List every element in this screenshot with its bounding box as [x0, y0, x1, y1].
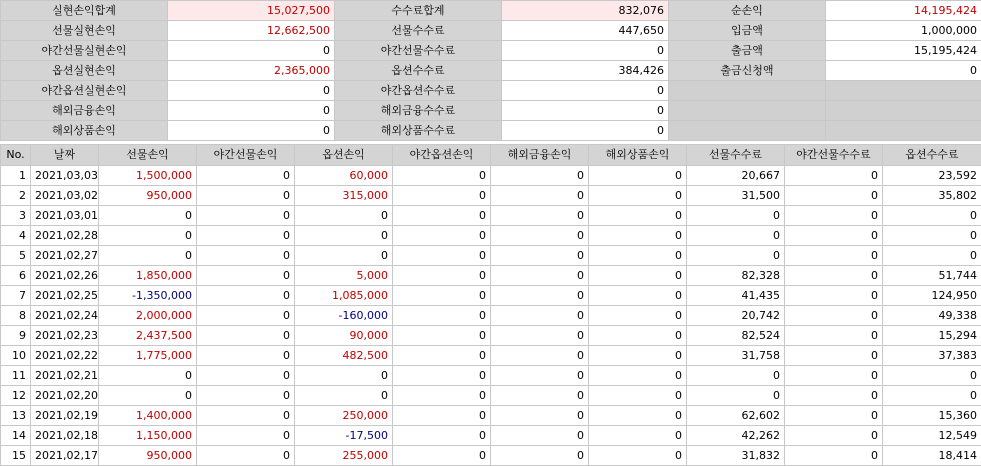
table-cell: 0 [785, 326, 883, 346]
table-cell: 0 [883, 366, 981, 386]
table-cell: 0 [197, 226, 295, 246]
summary-value: 0 [168, 41, 335, 61]
summary-row [1, 101, 981, 121]
table-cell: 2021,02,27 [31, 246, 99, 266]
table-cell: 0 [491, 386, 589, 406]
table-cell: 315,000 [295, 186, 393, 206]
table-cell: 950,000 [99, 186, 197, 206]
summary-value: 0 [168, 101, 335, 121]
table-cell: 0 [589, 426, 687, 446]
table-cell: 1,085,000 [295, 286, 393, 306]
table-cell: 0 [197, 246, 295, 266]
table-cell: 0 [589, 266, 687, 286]
summary-row [1, 1, 981, 21]
table-cell: 0 [785, 206, 883, 226]
summary-label: 옵션수수료 [335, 61, 502, 81]
table-cell: 0 [589, 346, 687, 366]
table-cell: 0 [785, 226, 883, 246]
summary-row [1, 41, 981, 61]
table-cell: -1,350,000 [99, 286, 197, 306]
table-cell: 2021,03,01 [31, 206, 99, 226]
table-cell: 0 [393, 326, 491, 346]
table-cell: 0 [295, 226, 393, 246]
table-cell: 950,000 [99, 446, 197, 466]
table-cell: 31,500 [687, 186, 785, 206]
table-cell: 90,000 [295, 326, 393, 346]
table-row[interactable] [1, 326, 981, 346]
table-cell: 11 [1, 366, 31, 386]
table-cell: 3 [1, 206, 31, 226]
table-cell: 0 [589, 366, 687, 386]
table-cell: 0 [393, 246, 491, 266]
table-cell: 7 [1, 286, 31, 306]
table-cell: 0 [197, 286, 295, 306]
table-cell: 0 [883, 226, 981, 246]
table-cell: 0 [687, 386, 785, 406]
table-cell: 49,338 [883, 306, 981, 326]
table-cell: 2021,02,19 [31, 406, 99, 426]
table-cell: 0 [589, 226, 687, 246]
table-cell: 0 [687, 366, 785, 386]
column-header[interactable]: No. [1, 145, 31, 166]
summary-value: 0 [826, 61, 981, 81]
table-cell: 0 [785, 246, 883, 266]
table-cell: 255,000 [295, 446, 393, 466]
table-row[interactable] [1, 406, 981, 426]
table-cell: 482,500 [295, 346, 393, 366]
table-cell: 0 [393, 186, 491, 206]
column-header[interactable]: 옵션수수료 [883, 145, 981, 166]
table-row[interactable] [1, 306, 981, 326]
table-cell: 0 [785, 186, 883, 206]
table-cell: 42,262 [687, 426, 785, 446]
table-cell: 2 [1, 186, 31, 206]
table-row[interactable] [1, 186, 981, 206]
table-cell: 2021,02,26 [31, 266, 99, 286]
column-header[interactable]: 해외금융손익 [491, 145, 589, 166]
table-cell: 0 [197, 406, 295, 426]
table-cell: 8 [1, 306, 31, 326]
table-cell: 2021,02,23 [31, 326, 99, 346]
table-cell: 0 [785, 426, 883, 446]
table-cell: 0 [491, 226, 589, 246]
table-cell: 0 [295, 366, 393, 386]
table-cell: 0 [589, 246, 687, 266]
table-cell: 12,549 [883, 426, 981, 446]
table-cell: 31,832 [687, 446, 785, 466]
summary-value: 0 [502, 121, 669, 141]
table-cell: 0 [393, 346, 491, 366]
summary-row [1, 61, 981, 81]
table-cell: 0 [883, 386, 981, 406]
table-cell: 250,000 [295, 406, 393, 426]
summary-table [0, 0, 981, 141]
table-cell: 1,775,000 [99, 346, 197, 366]
table-cell: 1 [1, 166, 31, 186]
table-cell: 0 [785, 406, 883, 426]
table-cell: 20,742 [687, 306, 785, 326]
table-cell: -160,000 [295, 306, 393, 326]
table-cell: 0 [197, 326, 295, 346]
table-cell: 0 [197, 306, 295, 326]
table-cell: 0 [491, 446, 589, 466]
table-cell: 0 [785, 386, 883, 406]
table-cell: 2021,02,20 [31, 386, 99, 406]
table-cell: 12 [1, 386, 31, 406]
table-cell: 62,602 [687, 406, 785, 426]
summary-label: 해외금융손익 [1, 101, 168, 121]
table-row[interactable] [1, 386, 981, 406]
table-row[interactable] [1, 346, 981, 366]
table-header-row [1, 145, 981, 166]
summary-value: 447,650 [502, 21, 669, 41]
table-cell: 0 [99, 386, 197, 406]
table-cell: 0 [491, 346, 589, 366]
table-cell: 1,400,000 [99, 406, 197, 426]
summary-label: 옵션실현손익 [1, 61, 168, 81]
summary-label: 야간옵션수수료 [335, 81, 502, 101]
table-cell: 0 [197, 346, 295, 366]
summary-label: 실현손익합계 [1, 1, 168, 21]
table-cell: 13 [1, 406, 31, 426]
table-cell: 10 [1, 346, 31, 366]
table-cell: -17,500 [295, 426, 393, 446]
table-cell: 2021,02,17 [31, 446, 99, 466]
table-cell: 0 [785, 366, 883, 386]
table-cell: 0 [491, 246, 589, 266]
table-cell: 2021,02,21 [31, 366, 99, 386]
table-cell: 5 [1, 246, 31, 266]
table-cell: 0 [393, 206, 491, 226]
summary-label: 수수료합계 [335, 1, 502, 21]
table-cell: 2021,02,25 [31, 286, 99, 306]
table-cell: 0 [687, 226, 785, 246]
table-cell: 0 [491, 406, 589, 426]
column-header[interactable]: 야간선물손익 [197, 145, 295, 166]
summary-value: 12,662,500 [168, 21, 335, 41]
table-row[interactable] [1, 446, 981, 466]
summary-label: 입금액 [669, 21, 826, 41]
summary-label: 선물실현손익 [1, 21, 168, 41]
table-cell: 0 [99, 366, 197, 386]
table-cell: 9 [1, 326, 31, 346]
table-cell: 0 [197, 166, 295, 186]
table-cell: 15,294 [883, 326, 981, 346]
table-cell: 0 [393, 366, 491, 386]
table-cell: 0 [785, 306, 883, 326]
table-cell: 0 [491, 306, 589, 326]
table-cell: 60,000 [295, 166, 393, 186]
table-cell: 0 [197, 426, 295, 446]
table-cell: 0 [393, 386, 491, 406]
table-cell: 0 [491, 326, 589, 346]
table-cell: 0 [393, 426, 491, 446]
summary-value [826, 101, 981, 121]
table-row[interactable] [1, 246, 981, 266]
table-cell: 2021,02,28 [31, 226, 99, 246]
table-cell: 0 [491, 426, 589, 446]
summary-value: 384,426 [502, 61, 669, 81]
table-cell: 0 [99, 246, 197, 266]
table-cell: 14 [1, 426, 31, 446]
table-cell: 0 [687, 246, 785, 266]
table-cell: 0 [393, 266, 491, 286]
table-cell: 124,950 [883, 286, 981, 306]
table-cell: 23,592 [883, 166, 981, 186]
table-cell: 0 [197, 446, 295, 466]
table-row[interactable] [1, 266, 981, 286]
summary-label: 해외상품손익 [1, 121, 168, 141]
table-cell: 82,524 [687, 326, 785, 346]
summary-label: 해외상품수수료 [335, 121, 502, 141]
table-cell: 0 [197, 366, 295, 386]
table-cell: 0 [589, 166, 687, 186]
table-cell: 0 [491, 206, 589, 226]
table-row[interactable] [1, 286, 981, 306]
table-cell: 0 [785, 346, 883, 366]
summary-label: 출금액 [669, 41, 826, 61]
table-cell: 0 [491, 166, 589, 186]
column-header[interactable]: 옵션손익 [295, 145, 393, 166]
table-cell: 0 [589, 386, 687, 406]
table-cell: 1,500,000 [99, 166, 197, 186]
daily-pnl-table [0, 144, 981, 466]
column-header[interactable]: 야간선물수수료 [785, 145, 883, 166]
summary-value [826, 121, 981, 141]
table-cell: 0 [491, 366, 589, 386]
table-cell: 2021,02,22 [31, 346, 99, 366]
table-cell: 2,437,500 [99, 326, 197, 346]
table-cell: 4 [1, 226, 31, 246]
table-cell: 0 [295, 246, 393, 266]
table-row[interactable] [1, 206, 981, 226]
table-cell: 0 [785, 166, 883, 186]
table-cell: 0 [491, 186, 589, 206]
table-cell: 0 [393, 406, 491, 426]
summary-label: 야간선물실현손익 [1, 41, 168, 61]
table-cell: 18,414 [883, 446, 981, 466]
summary-value: 2,365,000 [168, 61, 335, 81]
table-cell: 2021,02,24 [31, 306, 99, 326]
table-cell: 0 [785, 266, 883, 286]
table-cell: 0 [197, 266, 295, 286]
table-cell: 0 [589, 186, 687, 206]
summary-value: 0 [502, 81, 669, 101]
table-cell: 31,758 [687, 346, 785, 366]
table-cell: 0 [883, 246, 981, 266]
table-cell: 0 [589, 326, 687, 346]
table-cell: 0 [99, 206, 197, 226]
table-cell: 0 [687, 206, 785, 226]
table-cell: 0 [491, 286, 589, 306]
table-cell: 0 [883, 206, 981, 226]
table-cell: 1,150,000 [99, 426, 197, 446]
table-cell: 82,328 [687, 266, 785, 286]
table-cell: 0 [197, 206, 295, 226]
table-cell: 0 [589, 446, 687, 466]
table-cell: 37,383 [883, 346, 981, 366]
summary-value: 15,195,424 [826, 41, 981, 61]
summary-label: 야간선물수수료 [335, 41, 502, 61]
table-cell: 0 [589, 406, 687, 426]
table-cell: 0 [393, 226, 491, 246]
column-header[interactable]: 날짜 [31, 145, 99, 166]
table-cell: 0 [295, 386, 393, 406]
table-cell: 0 [197, 186, 295, 206]
table-cell: 2021,02,18 [31, 426, 99, 446]
summary-row [1, 121, 981, 141]
table-cell: 0 [589, 306, 687, 326]
summary-value: 0 [168, 81, 335, 101]
table-cell: 0 [393, 446, 491, 466]
summary-label: 출금신청액 [669, 61, 826, 81]
table-cell: 15 [1, 446, 31, 466]
summary-value: 1,000,000 [826, 21, 981, 41]
table-cell: 6 [1, 266, 31, 286]
summary-label: 선물수수료 [335, 21, 502, 41]
table-cell: 1,850,000 [99, 266, 197, 286]
table-cell: 5,000 [295, 266, 393, 286]
column-header[interactable]: 야간옵션손익 [393, 145, 491, 166]
table-row[interactable] [1, 366, 981, 386]
table-cell: 20,667 [687, 166, 785, 186]
table-cell: 0 [393, 306, 491, 326]
summary-label [669, 121, 826, 141]
table-cell: 0 [785, 286, 883, 306]
table-cell: 2021,03,03 [31, 166, 99, 186]
summary-label [669, 81, 826, 101]
summary-row [1, 81, 981, 101]
column-header[interactable]: 선물손익 [99, 145, 197, 166]
table-row[interactable] [1, 226, 981, 246]
table-cell: 0 [393, 286, 491, 306]
table-row[interactable] [1, 426, 981, 446]
table-cell: 0 [295, 206, 393, 226]
summary-value: 832,076 [502, 1, 669, 21]
table-cell: 2021,03,02 [31, 186, 99, 206]
summary-value: 15,027,500 [168, 1, 335, 21]
table-cell: 0 [393, 166, 491, 186]
summary-value: 0 [502, 101, 669, 121]
table-cell: 0 [197, 386, 295, 406]
table-cell: 15,360 [883, 406, 981, 426]
summary-row [1, 21, 981, 41]
summary-label: 야간옵션실현손익 [1, 81, 168, 101]
table-cell: 51,744 [883, 266, 981, 286]
table-cell: 0 [491, 266, 589, 286]
column-header[interactable]: 선물수수료 [687, 145, 785, 166]
summary-label: 해외금융수수료 [335, 101, 502, 121]
summary-label: 순손익 [669, 1, 826, 21]
table-cell: 41,435 [687, 286, 785, 306]
table-cell: 0 [99, 226, 197, 246]
summary-value: 0 [168, 121, 335, 141]
table-cell: 0 [785, 446, 883, 466]
table-cell: 0 [589, 206, 687, 226]
table-cell: 35,802 [883, 186, 981, 206]
table-cell: 0 [589, 286, 687, 306]
table-cell: 2,000,000 [99, 306, 197, 326]
summary-value [826, 81, 981, 101]
table-row[interactable] [1, 166, 981, 186]
column-header[interactable]: 해외상품손익 [589, 145, 687, 166]
summary-value: 14,195,424 [826, 1, 981, 21]
summary-value: 0 [502, 41, 669, 61]
summary-label [669, 101, 826, 121]
